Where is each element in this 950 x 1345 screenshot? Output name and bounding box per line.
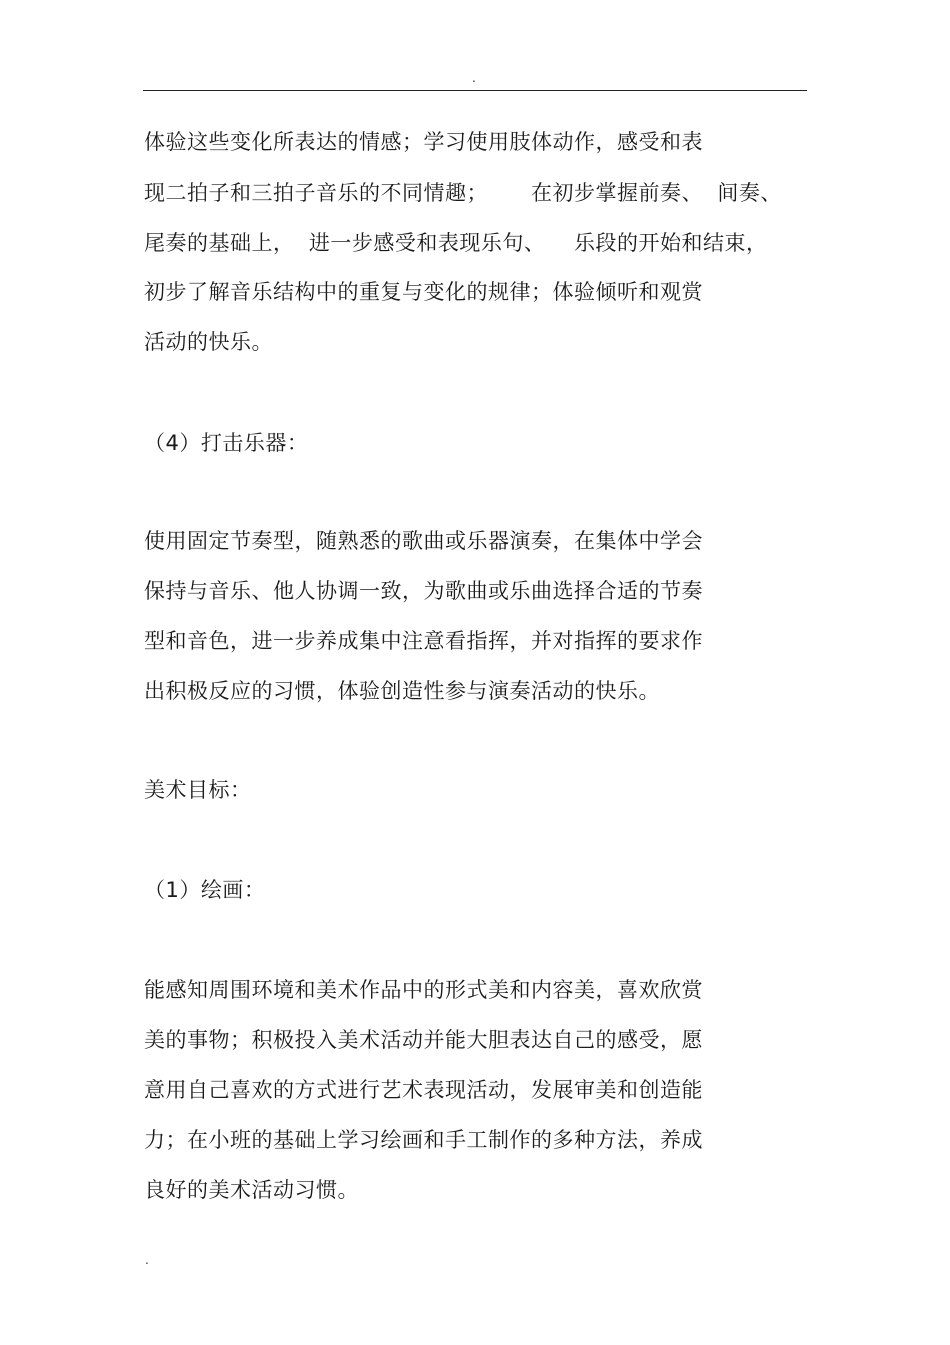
paragraph-line: 良好的美术活动习惯。 (144, 1178, 359, 1202)
paragraph-line: 体验这些变化所表达的情感；学习使用肢体动作，感受和表 (144, 130, 703, 154)
section-heading: 美术目标： (144, 778, 252, 802)
paragraph-line: 尾奏的基础上， 进一步感受和表现乐句、 乐段的开始和结束， (144, 231, 768, 255)
page-header-rule (143, 90, 807, 91)
paragraph-line: 保持与音乐、他人协调一致，为歌曲或乐曲选择合适的节奏 (144, 579, 703, 603)
page-header-mark: . (472, 71, 476, 85)
paragraph-line: 型和音色，进一步养成集中注意看指挥，并对指挥的要求作 (144, 629, 703, 653)
paragraph-line: 现二拍子和三拍子音乐的不同情趣； 在初步掌握前奏、 间奏、 (144, 181, 782, 205)
paragraph-line: 力；在小班的基础上学习绘画和手工制作的多种方法，养成 (144, 1128, 703, 1152)
paragraph-line: 初步了解音乐结构中的重复与变化的规律；体验倾听和观赏 (144, 280, 703, 304)
paragraph-line: 美的事物；积极投入美术活动并能大胆表达自己的感受，愿 (144, 1028, 703, 1052)
section-heading: （4）打击乐器： (144, 431, 309, 455)
paragraph-line: 意用自己喜欢的方式进行艺术表现活动，发展审美和创造能 (144, 1078, 703, 1102)
paragraph-line: 能感知周围环境和美术作品中的形式美和内容美，喜欢欣赏 (144, 978, 703, 1002)
paragraph-line: 使用固定节奏型，随熟悉的歌曲或乐器演奏，在集体中学会 (144, 529, 703, 553)
section-heading: （1）绘画： (144, 878, 266, 902)
page-footer-mark: . (145, 1253, 149, 1267)
paragraph-line: 活动的快乐。 (144, 330, 273, 354)
paragraph-line: 出积极反应的习惯，体验创造性参与演奏活动的快乐。 (144, 679, 660, 703)
